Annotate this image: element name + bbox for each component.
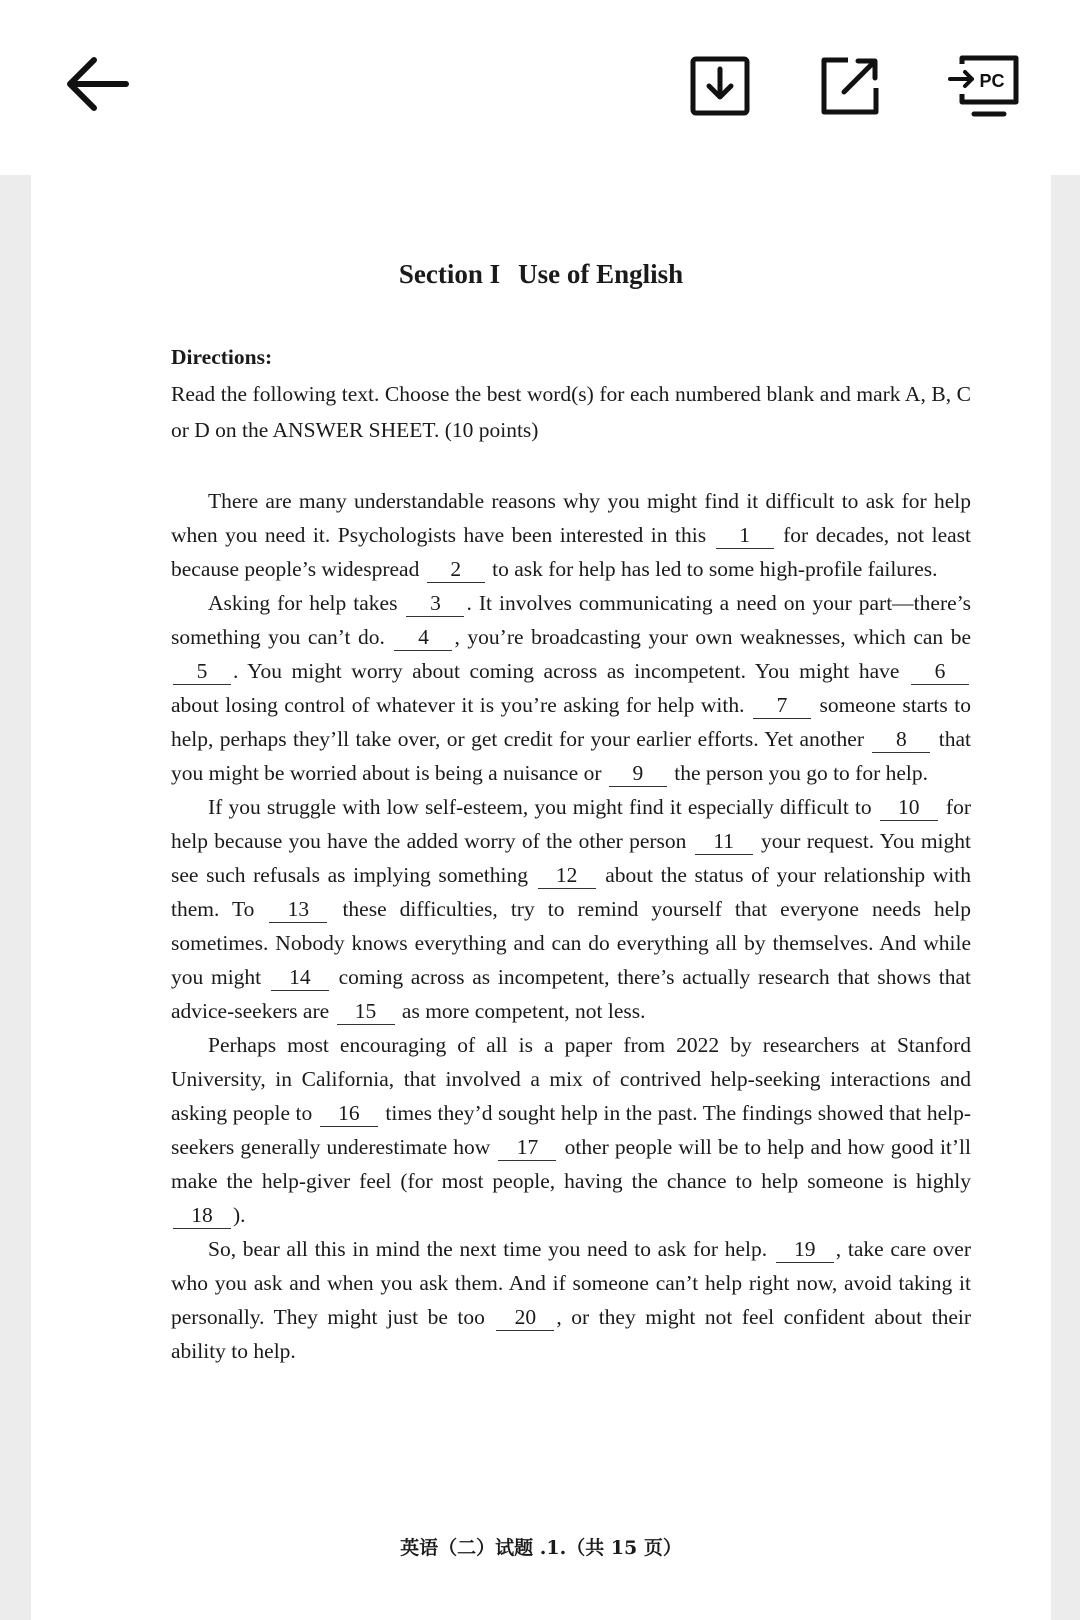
passage-text: ). xyxy=(233,1203,246,1227)
download-icon xyxy=(688,54,752,118)
blank-3: 3 xyxy=(406,590,464,617)
section-title xyxy=(31,259,1051,290)
passage-text: There are many understandable reasons why you might find it difficult to ask for help when you need it. Psychologists have been interested in this xyxy=(171,489,971,547)
share-button[interactable] xyxy=(818,54,882,118)
passage-paragraph xyxy=(171,1232,971,1368)
blank-8: 8 xyxy=(872,726,930,753)
blank-11: 11 xyxy=(695,828,753,855)
blank-18: 18 xyxy=(173,1202,231,1229)
passage-text: to ask for help has led to some high-profile failures. xyxy=(486,557,938,581)
blank-9: 9 xyxy=(609,760,667,787)
download-button[interactable] xyxy=(688,54,752,118)
blank-14: 14 xyxy=(271,964,329,991)
passage-text: these difficulties, try to remind yourself that everyone needs help sometimes. Nobody knows everything and can do everything all by themselves. And while you might xyxy=(171,897,971,989)
blank-2: 2 xyxy=(427,556,485,583)
pc-label: PC xyxy=(979,71,1005,91)
passage-text: your request. You might see such refusals as implying something xyxy=(171,829,971,887)
passage-text: for decades, not least because people’s widespread xyxy=(171,523,971,581)
passage-text: . It involves communicating a need on your part—there’s something you can’t do. xyxy=(171,591,971,649)
blank-12: 12 xyxy=(538,862,596,889)
passage-text: other people will be to help and how good it’ll make the help-giver feel (for most people, having the chance to help someone is highly xyxy=(171,1135,972,1193)
passage-text: So, bear all this in mind the next time you need to ask for help. xyxy=(208,1237,774,1261)
passage-text: coming across as incompetent, there’s actually research that shows that advice-seekers are xyxy=(171,965,971,1023)
blank-17: 17 xyxy=(498,1134,556,1161)
blank-7: 7 xyxy=(753,692,811,719)
passage-paragraph xyxy=(171,790,971,1028)
section-name: Use of English xyxy=(518,259,684,289)
pc-monitor-icon xyxy=(948,54,1020,120)
blank-15: 15 xyxy=(337,998,395,1025)
passage-text: Perhaps most encouraging of all is a paper from 2022 by researchers at Stanford University, in California, that involved a mix of contrived help-seeking interactions and asking people to xyxy=(171,1033,971,1125)
directions-heading: Directions: xyxy=(171,345,273,369)
passage-text: Asking for help takes xyxy=(208,591,405,615)
blank-1: 1 xyxy=(716,522,774,549)
page-content xyxy=(171,340,971,1368)
document-viewer[interactable] xyxy=(0,175,1080,1620)
page-footer: 英语（二）试题 .1.（共 15 页） xyxy=(400,1537,682,1559)
passage-text: , or they might not feel confident about their ability to help. xyxy=(171,1305,971,1363)
passage-text: for help because you have the added worry of the other person xyxy=(171,795,971,853)
section-label: Section I xyxy=(398,259,501,289)
blank-6: 6 xyxy=(911,658,969,685)
passage-text: the person you go to for help. xyxy=(668,761,929,785)
passage-text: times they’d sought help in the past. The findings showed that help-seekers generally underestimate how xyxy=(171,1101,971,1159)
top-toolbar xyxy=(0,0,1080,175)
passage-paragraph xyxy=(171,1028,971,1232)
blank-5: 5 xyxy=(173,658,231,685)
passage-text: as more competent, not less. xyxy=(396,999,646,1023)
blank-19: 19 xyxy=(776,1236,834,1263)
passage-text: If you struggle with low self-esteem, you might find it especially difficult to xyxy=(208,795,878,819)
blank-16: 16 xyxy=(320,1100,378,1127)
blank-10: 10 xyxy=(880,794,938,821)
passage-paragraph xyxy=(171,586,971,790)
passage-text: about losing control of whatever it is you’re asking for help with. xyxy=(171,693,751,717)
passage xyxy=(171,484,971,1368)
blank-20: 20 xyxy=(496,1304,554,1331)
passage-text: , take care over who you ask and when you ask them. And if someone can’t help right now, avoid taking it personally. They might just be too xyxy=(171,1237,971,1329)
passage-text: someone starts to help, perhaps they’ll take over, or get credit for your earlier efforts. Yet another xyxy=(171,693,971,751)
blank-13: 13 xyxy=(269,896,327,923)
directions-text: Read the following text. Choose the best word(s) for each numbered blank and mark A, B, C or D on the ANSWER SHEET. (10 points) xyxy=(171,382,971,442)
passage-text: , you’re broadcasting your own weaknesses, which can be xyxy=(454,625,971,649)
arrow-left-icon xyxy=(60,52,134,116)
blank-4: 4 xyxy=(394,624,452,651)
share-icon xyxy=(818,54,882,118)
passage-text: about the status of your relationship with them. To xyxy=(171,863,971,921)
document-page xyxy=(31,175,1051,1620)
open-on-pc-button[interactable] xyxy=(948,54,1020,120)
passage-text: that you might be worried about is being a nuisance or xyxy=(171,727,971,785)
passage-paragraph xyxy=(171,484,971,586)
back-button[interactable] xyxy=(60,52,134,116)
passage-text: . You might worry about coming across as incompetent. You might have xyxy=(233,659,909,683)
